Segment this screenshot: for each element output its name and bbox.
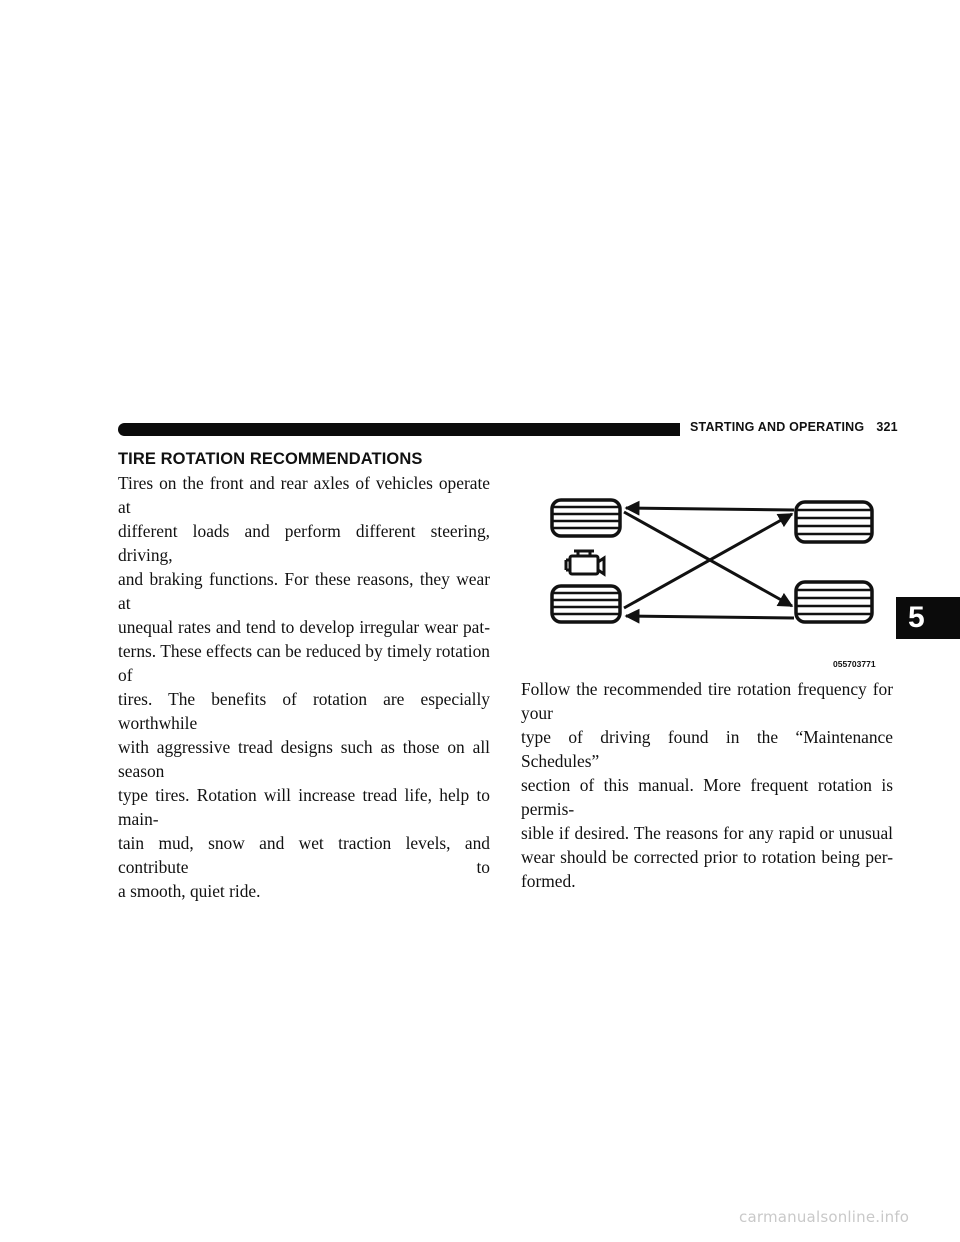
header-section-title: STARTING AND OPERATING	[690, 420, 865, 434]
paragraph-line: type tires. Rotation will increase tread life, help to main-	[118, 785, 490, 829]
paragraph-line: unequal rates and tend to develop irregular wear pat-	[118, 617, 490, 637]
tire-icon	[552, 586, 620, 622]
arrow-icon	[626, 508, 794, 510]
paragraph-line: sible if desired. The reasons for any rapid or unusual	[521, 823, 893, 843]
paragraph-line: different loads and perform different steering, driving,	[118, 521, 490, 565]
paragraph-line: section of this manual. More frequent rotation is permis-	[521, 775, 893, 819]
paragraph-line: Tires on the front and rear axles of vehicles operate at	[118, 473, 490, 517]
section-title: TIRE ROTATION RECOMMENDATIONS	[118, 450, 423, 468]
running-header	[690, 420, 898, 434]
paragraph-line: and braking functions. For these reasons, they wear at	[118, 569, 490, 613]
page-number: 321	[876, 420, 898, 434]
paragraph-line: with aggressive tread designs such as those on all season	[118, 737, 490, 781]
figure-id: 055703771	[833, 659, 876, 669]
arrow-icon	[626, 616, 794, 618]
arrow-icon	[624, 512, 792, 606]
paragraph-line: Follow the recommended tire rotation frequency for your	[521, 679, 893, 723]
paragraph-line: tain mud, snow and wet traction levels, and contribute to	[118, 833, 490, 877]
arrow-icon	[624, 514, 792, 608]
tire-icon	[552, 500, 620, 536]
left-paragraph	[118, 471, 490, 903]
right-paragraph	[521, 677, 893, 893]
tire-icon	[796, 582, 872, 622]
header-rule	[118, 423, 680, 436]
engine-icon	[566, 551, 604, 574]
paragraph-line: tires. The benefits of rotation are especially worthwhile	[118, 689, 490, 733]
paragraph-line: terns. These effects can be reduced by timely rotation of	[118, 641, 490, 685]
paragraph-line: type of driving found in the “Maintenance Schedules”	[521, 727, 893, 771]
paragraph-line: a smooth, quiet ride.	[118, 881, 261, 901]
paragraph-line: formed.	[521, 871, 576, 891]
paragraph-line: wear should be corrected prior to rotation being per-	[521, 847, 893, 867]
tire-rotation-diagram	[540, 488, 900, 670]
chapter-tab: 5	[896, 597, 960, 639]
tire-icon	[796, 502, 872, 542]
watermark: carmanualsonline.info	[739, 1208, 910, 1226]
